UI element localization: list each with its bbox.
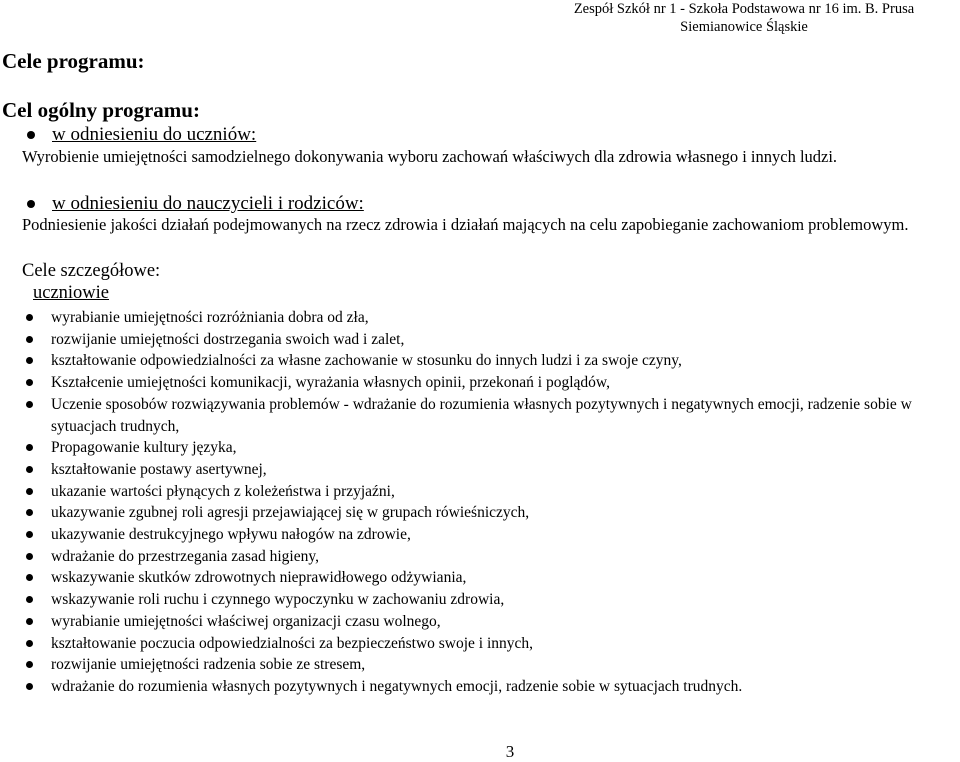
list-item: wyrabianie umiejętności właściwej organizacji czasu wolnego, bbox=[26, 611, 946, 633]
bullet-icon bbox=[26, 596, 33, 603]
section-title: Cele programu: bbox=[2, 49, 145, 73]
list-item: ukazywanie destrukcyjnego wpływu nałogów na zdrowie, bbox=[26, 524, 946, 546]
detailed-goals-list bbox=[26, 307, 946, 698]
teachers-heading-item bbox=[27, 193, 364, 215]
students-heading: w odniesieniu do uczniów: bbox=[52, 124, 257, 145]
detailed-goals-subheading: uczniowie bbox=[33, 283, 110, 303]
list-item: kształtowanie poczucia odpowiedzialności za bezpieczeństwo swoje i innych, bbox=[26, 633, 946, 655]
list-item: wdrażanie do przestrzegania zasad higieny, bbox=[26, 546, 946, 568]
bullet-icon bbox=[26, 336, 33, 343]
list-item: wskazywanie skutków zdrowotnych nieprawidłowego odżywiania, bbox=[26, 567, 946, 589]
list-item: Propagowanie kultury języka, bbox=[26, 437, 946, 459]
list-item: wyrabianie umiejętności rozróżniania dobra od zła, bbox=[26, 307, 946, 329]
bullet-icon bbox=[27, 200, 35, 208]
bullet-icon bbox=[26, 401, 33, 408]
bullet-icon bbox=[27, 131, 35, 139]
teachers-heading: w odniesieniu do nauczycieli i rodziców: bbox=[52, 193, 364, 214]
students-goal-text: Wyrobienie umiejętności samodzielnego dokonywania wyboru zachowań właściwych dla zdrowia własnego i innych ludzi. bbox=[22, 147, 838, 166]
bullet-icon bbox=[26, 618, 33, 625]
header-city: Siemianowice Śląskie bbox=[680, 19, 808, 35]
list-item: wdrażanie do rozumienia własnych pozytywnych i negatywnych emocji, radzenie sobie w sytuacjach trudnych. bbox=[26, 676, 946, 698]
students-heading-item bbox=[27, 124, 256, 146]
bullet-icon bbox=[26, 466, 33, 473]
list-item: wskazywanie roli ruchu i czynnego wypoczynku w zachowaniu zdrowia, bbox=[26, 589, 946, 611]
bullet-icon bbox=[26, 553, 33, 560]
bullet-icon bbox=[26, 640, 33, 647]
page-header bbox=[534, 0, 954, 36]
bullet-icon bbox=[26, 509, 33, 516]
header-school-name: Zespół Szkół nr 1 - Szkoła Podstawowa nr 16 im. B. Prusa bbox=[573, 1, 915, 17]
list-item: ukazywanie zgubnej roli agresji przejawiającej się w grupach rówieśniczych, bbox=[26, 502, 946, 524]
bullet-icon bbox=[26, 444, 33, 451]
bullet-icon bbox=[26, 574, 33, 581]
list-item: rozwijanie umiejętności dostrzegania swoich wad i zalet, bbox=[26, 329, 946, 351]
teachers-goal-text: Podniesienie jakości działań podejmowanych na rzecz zdrowia i działań mających na celu zapobieganie zachowaniom problemowym. bbox=[22, 215, 909, 234]
list-item: Kształcenie umiejętności komunikacji, wyrażania własnych opinii, przekonań i poglądów, bbox=[26, 372, 946, 394]
detailed-goals-heading: Cele szczegółowe: bbox=[22, 261, 161, 281]
list-item: kształtowanie postawy asertywnej, bbox=[26, 459, 946, 481]
general-goal-heading: Cel ogólny programu: bbox=[2, 98, 200, 122]
list-item: rozwijanie umiejętności radzenia sobie ze stresem, bbox=[26, 654, 946, 676]
page-number: 3 bbox=[505, 742, 515, 761]
list-item: ukazanie wartości płynących z koleżeństwa i przyjaźni, bbox=[26, 481, 946, 503]
bullet-icon bbox=[26, 683, 33, 690]
list-item: Uczenie sposobów rozwiązywania problemów - wdrażanie do rozumienia własnych pozytywnych i negatywnych emocji, radzenie sobie w sytuacjach trudnych, bbox=[26, 394, 946, 437]
bullet-icon bbox=[26, 531, 33, 538]
bullet-icon bbox=[26, 357, 33, 364]
bullet-icon bbox=[26, 661, 33, 668]
bullet-icon bbox=[26, 314, 33, 321]
bullet-icon bbox=[26, 488, 33, 495]
list-item: kształtowanie odpowiedzialności za własne zachowanie w stosunku do innych ludzi i za swoje czyny, bbox=[26, 350, 946, 372]
bullet-icon bbox=[26, 379, 33, 386]
